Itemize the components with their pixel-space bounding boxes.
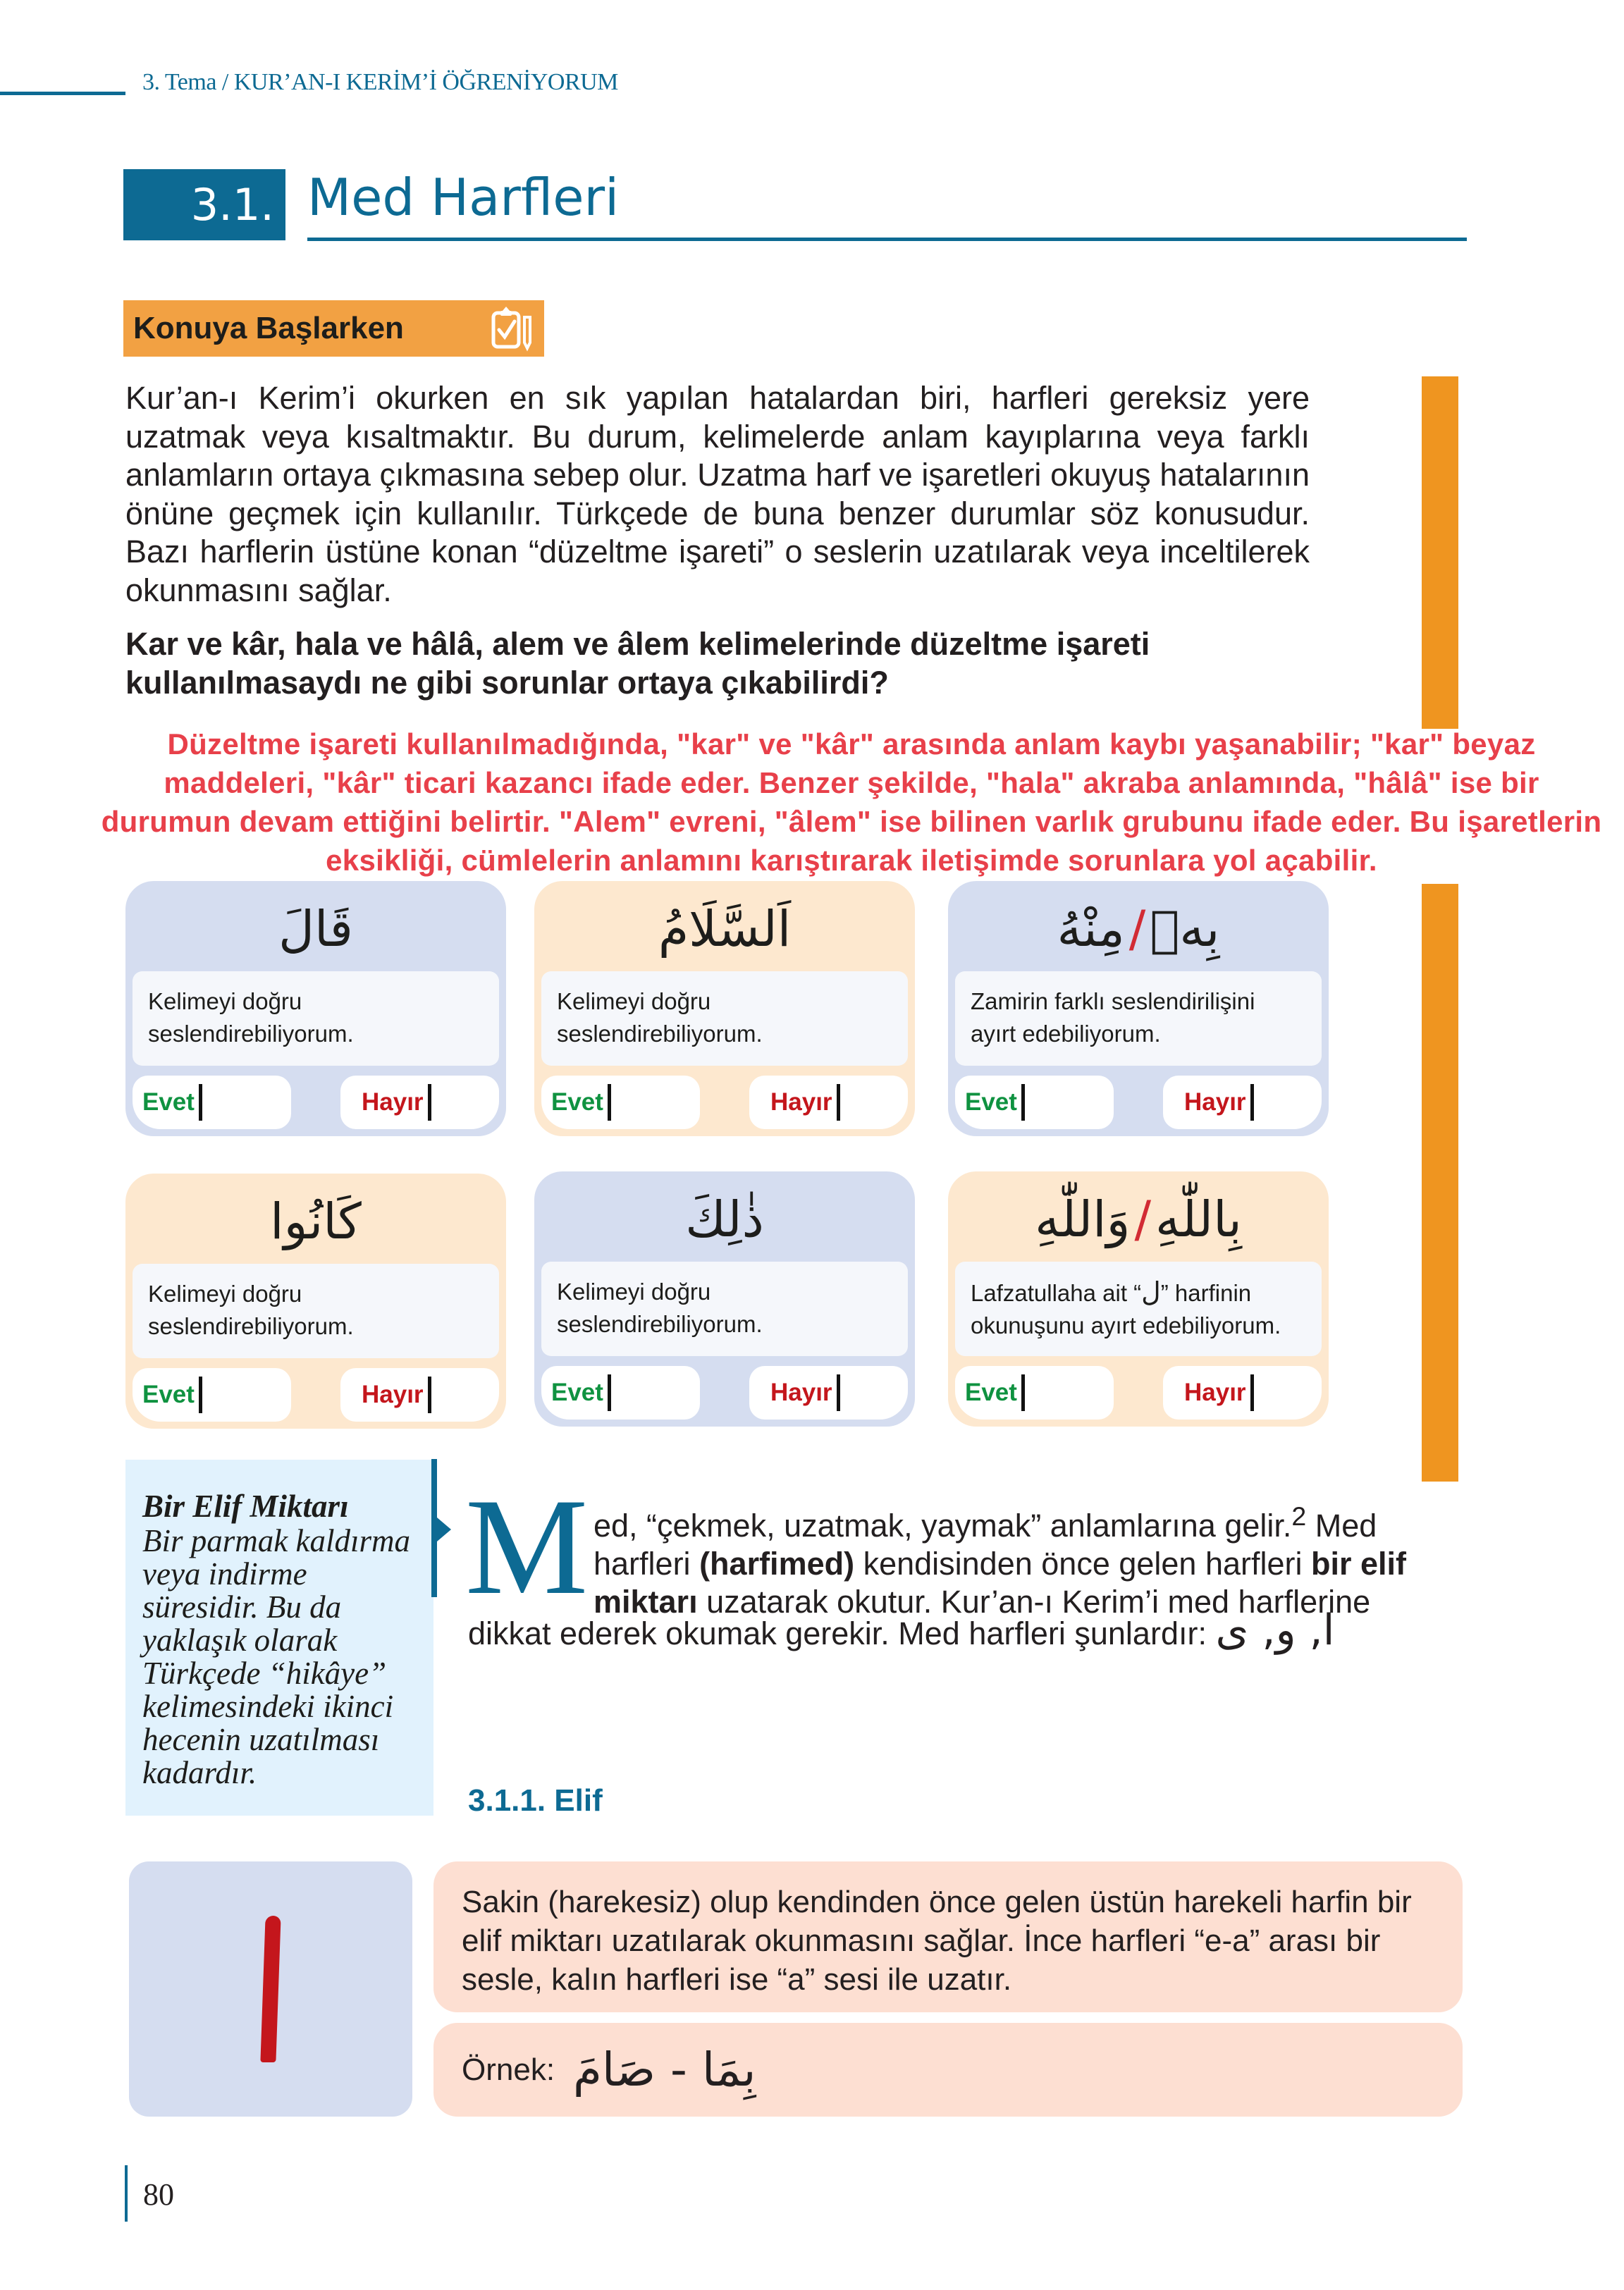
card-statement: Lafzatullaha ait “ل” harfinin okunuşunu ayırt edebiliyorum. — [955, 1262, 1322, 1356]
arabic-word-pair: بِهٖ / مِنْهُ — [1057, 900, 1220, 958]
yes-option[interactable]: Evet — [541, 1366, 700, 1420]
side-note-title: Bir Elif Miktarı — [142, 1489, 349, 1524]
checkbox-mark — [837, 1374, 840, 1411]
checkbox-mark — [428, 1377, 431, 1413]
page-number: 80 — [143, 2177, 174, 2212]
page-title: Med Harfleri — [307, 168, 620, 227]
section-number: 3.1. — [190, 179, 274, 230]
intro-label-box — [123, 300, 544, 357]
arabic-word-pair: بِاللّٰهِ / وَاللّٰهِ — [1035, 1190, 1242, 1248]
margin-accent-bar — [1422, 376, 1458, 729]
elif-example — [433, 2023, 1463, 2117]
page-number-rule — [125, 2165, 128, 2222]
pointer-arrow-icon — [437, 1518, 451, 1541]
yes-option[interactable]: Evet — [955, 1076, 1114, 1129]
card-statement: Kelimeyi doğru seslendirebiliyorum. — [133, 1264, 499, 1358]
footnote-ref[interactable]: 2 — [1291, 1501, 1307, 1531]
yes-option[interactable]: Evet — [955, 1366, 1114, 1420]
intro-label: Konuya Başlarken — [133, 311, 404, 345]
arabic-word: اَلسَّلَامُ — [658, 900, 792, 958]
header-rule — [0, 92, 125, 95]
self-check-card — [125, 881, 506, 1136]
arabic-word: قَالَ — [278, 900, 353, 958]
self-check-card — [948, 881, 1329, 1136]
intro-question: Kar ve kâr, hala ve hâlâ, alem ve âlem kelimelerinde düzeltme işareti kullanılmasaydı ne gibi sorunlar ortaya çıkabilirdi? — [125, 626, 1150, 701]
drop-cap: M — [465, 1470, 589, 1623]
separator-slash: / — [1134, 1190, 1152, 1248]
card-statement: Zamirin farklı seslendirilişini ayırt edebiliyorum. — [955, 971, 1322, 1066]
no-option[interactable]: Hayır — [749, 1366, 908, 1420]
arabic-word: كَانُوا — [270, 1193, 362, 1250]
title-underline — [307, 238, 1467, 241]
separator-slash: / — [1128, 900, 1146, 958]
clipboard-check-icon — [488, 304, 536, 352]
yes-option[interactable]: Evet — [133, 1368, 291, 1422]
no-option[interactable]: Hayır — [340, 1368, 499, 1422]
answer-text: Düzeltme işareti kullanılmadığında, "kar" ve "kâr" arasında anlam kaybı yaşanabilir; "kar" beyaz maddeleri, "kâr" ticari kazancı ifade eder. Benzer şekilde, "hala" akraba anlamında, "hâlâ" ise bir durumun devam ettiğini belirtir. "Alem" evreni, "âlem" ise bilinen varlık grubunu ifade eder. Bu işaretlerin eksikliği, cümlelerin anlamını karıştırarak iletişimde sorunlara yol açabilir. — [101, 727, 1602, 877]
card-statement: Kelimeyi doğru seslendirebiliyorum. — [541, 1262, 908, 1356]
self-check-card — [948, 1171, 1329, 1427]
card-statement: Kelimeyi doğru seslendirebiliyorum. — [133, 971, 499, 1066]
med-paragraph: ed, “çekmek, uzatmak, yaymak” anlamlarına gelir.$^2$ Med harfleri (harfimed) kendisinden önce gelen harfleri bir elif miktarı uzatarak okutur. Kur’an-ı Kerim’i med harflerine — [593, 1501, 1407, 1620]
section-number-box — [123, 169, 285, 240]
side-note-box — [125, 1460, 433, 1816]
elif-letter-box — [129, 1861, 412, 2117]
med-letters: ا, و, ى — [1215, 1606, 1335, 1655]
checkbox-mark — [608, 1374, 611, 1411]
no-option[interactable]: Hayır — [340, 1076, 499, 1129]
elif-description: Sakin (harekesiz) olup kendinden önce gelen üstün harekeli harfin bir elif miktarı uzatılarak okunmasını sağlar. İnce harfleri “e-a” arası bir sesle, kalın harfleri ise “a” sesi ile uzatır. — [433, 1861, 1463, 2012]
checkbox-mark — [1021, 1084, 1025, 1121]
elif-glyph-icon — [260, 1916, 281, 2062]
checkbox-mark — [837, 1084, 840, 1121]
checkbox-mark — [608, 1084, 611, 1121]
med-paragraph-last-line: dikkat ederek okumak gerekir. Med harfleri şunlardır: ا, و, ى — [468, 1606, 1335, 1655]
checkbox-mark — [1250, 1084, 1254, 1121]
subsection-title: 3.1.1. Elif — [468, 1783, 603, 1818]
checkbox-mark — [199, 1084, 202, 1121]
card-statement: Kelimeyi doğru seslendirebiliyorum. — [541, 971, 908, 1066]
example-words: بِمَا - صَامَ — [573, 2043, 756, 2097]
intro-paragraph: Kur’an-ı Kerim’i okurken en sık yapılan hatalardan biri, harfleri gereksiz yere uzatmak veya kısaltmaktır. Bu durum, kelimelerde anlam kayıplarına veya farklı anlamların ortaya çıkmasına sebep olur. Uzatma harf ve işaretleri okuyuş hatalarının önüne geçmek için kullanılır. Türkçede de buna benzer durumlar söz konusudur. Bazı harflerin üstüne konan “düzeltme işareti” o seslerin uzatılarak veya inceltilerek okunmasını sağlar. — [125, 380, 1310, 608]
example-label: Örnek: — [462, 2052, 555, 2087]
no-option[interactable]: Hayır — [1163, 1076, 1322, 1129]
arabic-word: ذٰلِكَ — [685, 1190, 764, 1248]
checkbox-mark — [1250, 1374, 1254, 1411]
yes-option[interactable]: Evet — [541, 1076, 700, 1129]
running-title: 3. Tema / KUR’AN-I KERİM’İ ÖĞRENİYORUM — [142, 69, 618, 95]
checkbox-mark — [1021, 1374, 1025, 1411]
checkbox-mark — [199, 1377, 202, 1413]
no-option[interactable]: Hayır — [749, 1076, 908, 1129]
margin-accent-bar — [1422, 884, 1458, 1482]
self-check-card — [125, 1174, 506, 1429]
side-note-body: Bir parmak kaldırma veya indirme süresidir. Bu da yaklaşık olarak Türkçede “hikâye” kelimesindeki ikinci hecenin uzatılması kadardır. — [142, 1523, 410, 1790]
self-check-card — [534, 1171, 915, 1427]
checkbox-mark — [428, 1084, 431, 1121]
no-option[interactable]: Hayır — [1163, 1366, 1322, 1420]
yes-option[interactable]: Evet — [133, 1076, 291, 1129]
side-note-rule — [431, 1459, 437, 1597]
self-check-card — [534, 881, 915, 1136]
